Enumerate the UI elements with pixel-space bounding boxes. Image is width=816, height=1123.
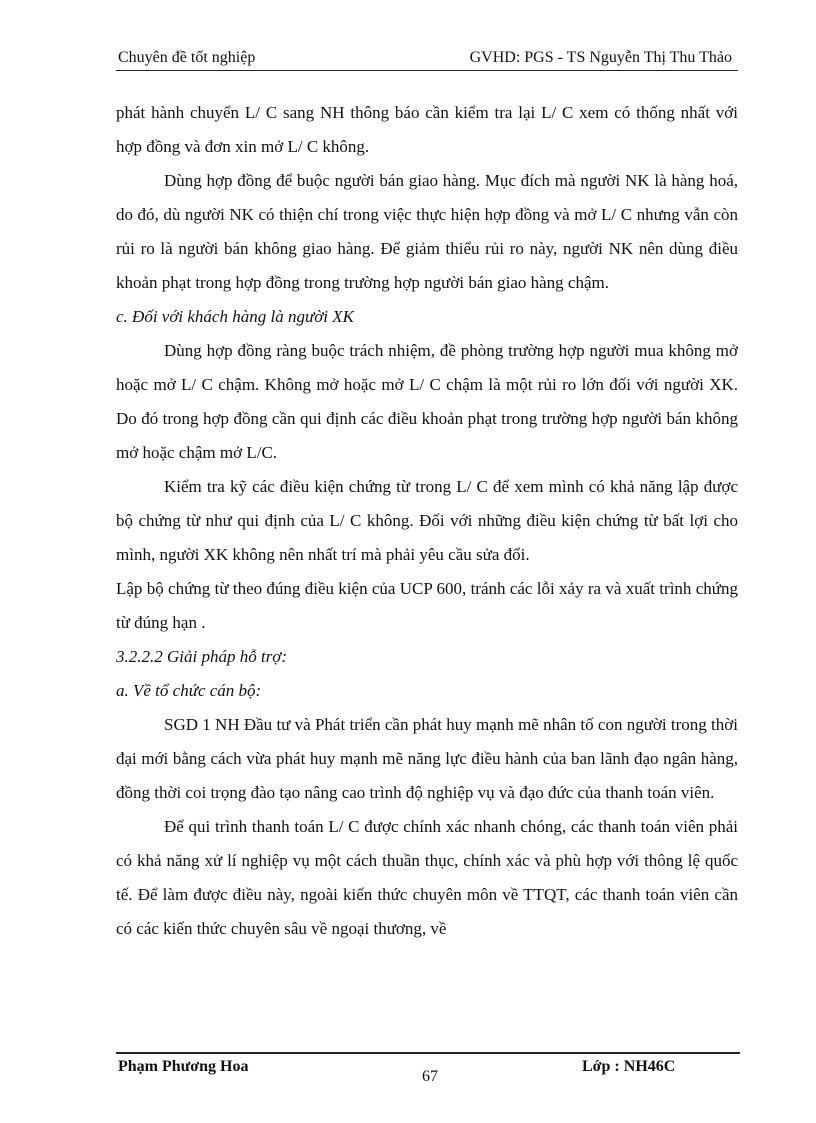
document-body (116, 96, 738, 946)
page-footer (116, 1052, 740, 1085)
paragraph: phát hành chuyển L/ C sang NH thông báo cần kiểm tra lại L/ C xem có thống nhất với hợp đồng và đơn xin mở L/ C không. (116, 103, 738, 156)
paragraph: Dùng hợp đồng để buộc người bán giao hàng. Mục đích mà người NK là hàng hoá, do đó, dù người NK có thiện chí trong việc thực hiện hợp đồng và mở L/ C nhưng vẫn còn rủi ro là người bán không giao hàng. Để giảm thiểu rủi ro này, người NK nên dùng điều khoản phạt trong hợp đồng trong trường hợp người bán giao hàng chậm. (116, 171, 738, 292)
paragraph: Dùng hợp đồng ràng buộc trách nhiệm, đề phòng trường hợp người mua không mở hoặc mở L/ C chậm. Không mở hoặc mở L/ C chậm là một rủi ro lớn đối với người XK. Do đó trong hợp đồng cần qui định các điều khoản phạt trong trường hợp người bán không mở hoặc chậm mở L/C. (116, 341, 738, 462)
paragraph: SGD 1 NH Đầu tư và Phát triển cần phát huy mạnh mẽ nhân tố con người trong thời đại mới bằng cách vừa phát huy mạnh mẽ năng lực điều hành của ban lãnh đạo ngân hàng, đồng thời coi trọng đào tạo nâng cao trình độ nghiệp vụ và đạo đức của thanh toán viên. (116, 715, 738, 802)
header-title: Chuyên đề tốt nghiệp (118, 49, 256, 66)
paragraph: Lập bộ chứng từ theo đúng điều kiện của UCP 600, tránh các lỗi xảy ra và xuất trình chứng từ đúng hạn . (116, 579, 738, 632)
page-number: 67 (422, 1068, 438, 1085)
footer-author: Phạm Phương Hoa (118, 1058, 249, 1075)
paragraph: Kiểm tra kỹ các điều kiện chứng từ trong L/ C để xem mình có khả năng lập được bộ chứng từ như qui định của L/ C không. Đối với những điều kiện chứng từ bất lợi cho mình, người XK không nên nhất trí mà phải yêu cầu sửa đổi. (116, 477, 738, 564)
paragraph: Để qui trình thanh toán L/ C được chính xác nhanh chóng, các thanh toán viên phải có khả năng xử lí nghiệp vụ một cách thuần thục, chính xác và phù hợp với thông lệ quốc tế. Để làm được điều này, ngoài kiến thức chuyên môn về TTQT, các thanh toán viên cần có các kiến thức chuyên sâu về ngoại thương, về (116, 817, 738, 938)
section-heading: c. Đối với khách hàng là người XK (116, 307, 354, 326)
footer-class: Lớp : NH46C (582, 1058, 676, 1075)
header-advisor: GVHD: PGS - TS Nguyễn Thị Thu Thảo (469, 49, 732, 66)
subsection-heading: a. Về tổ chức cán bộ: (116, 681, 262, 700)
page-header (116, 46, 738, 71)
section-heading: 3.2.2.2 Giải pháp hỗ trợ: (116, 647, 288, 666)
